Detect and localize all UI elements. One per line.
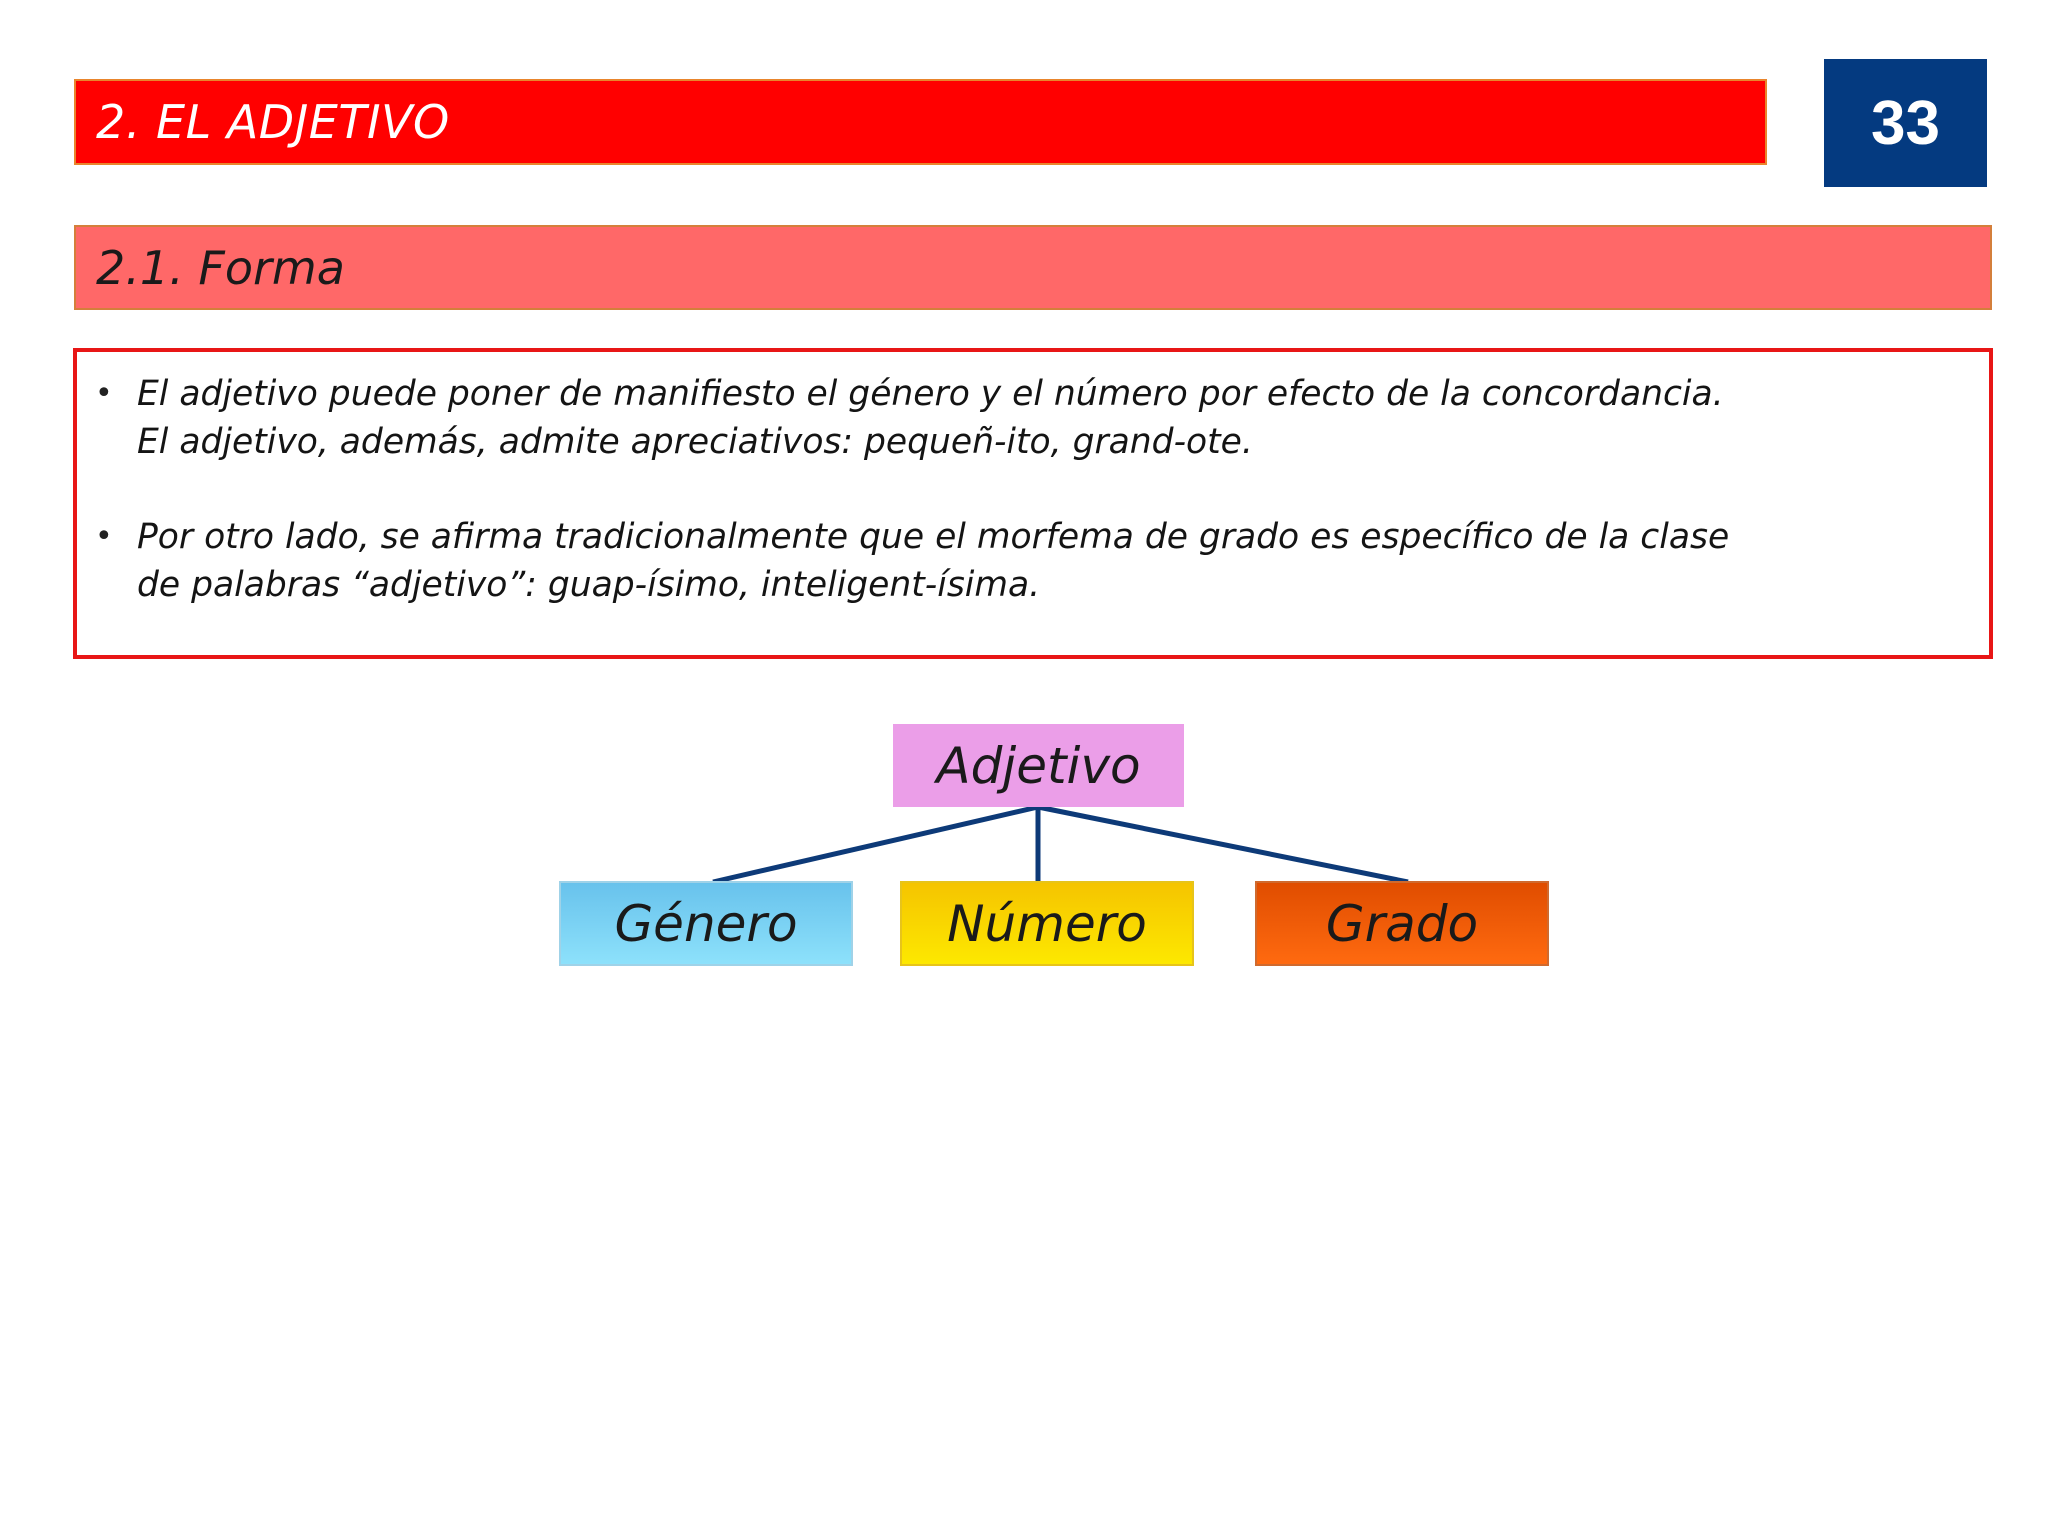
connector-root-genero — [713, 807, 1038, 882]
bullet-text — [137, 370, 1724, 466]
diagram-node-label: Género — [614, 894, 798, 953]
connector-root-grado — [1038, 807, 1408, 882]
subsection-title-bar — [74, 225, 1992, 310]
section-title-bar — [74, 79, 1767, 165]
page-number: 33 — [1871, 88, 1940, 158]
bullet-item — [95, 513, 1949, 609]
bullet-item — [95, 370, 1949, 466]
bullet-line: El adjetivo puede poner de manifiesto el género y el número por efecto de la concordancia. — [137, 374, 1724, 414]
diagram-node-label: Adjetivo — [936, 736, 1141, 795]
diagram-node-adjetivo — [893, 724, 1184, 807]
page-number-box — [1824, 59, 1987, 187]
diagram-node-grado — [1255, 881, 1549, 966]
subsection-title: 2.1. Forma — [96, 240, 345, 295]
content-text-box — [73, 348, 1993, 659]
bullet-line: Por otro lado, se afirma tradicionalmente que el morfema de grado es específico de la clase — [137, 517, 1730, 557]
bullet-icon: • — [95, 376, 113, 411]
diagram-node-numero — [900, 881, 1194, 966]
bullet-line: El adjetivo, además, admite apreciativos: pequeñ-ito, grand-ote. — [137, 422, 1253, 462]
bullet-line: de palabras “adjetivo”: guap-ísimo, inteligent-ísima. — [137, 565, 1041, 605]
bullet-icon: • — [95, 519, 113, 554]
diagram-node-label: Grado — [1325, 894, 1479, 953]
diagram-node-genero — [559, 881, 853, 966]
slide-title: 2. EL ADJETIVO — [96, 95, 450, 149]
diagram-node-label: Número — [947, 894, 1147, 953]
bullet-text — [137, 513, 1729, 609]
